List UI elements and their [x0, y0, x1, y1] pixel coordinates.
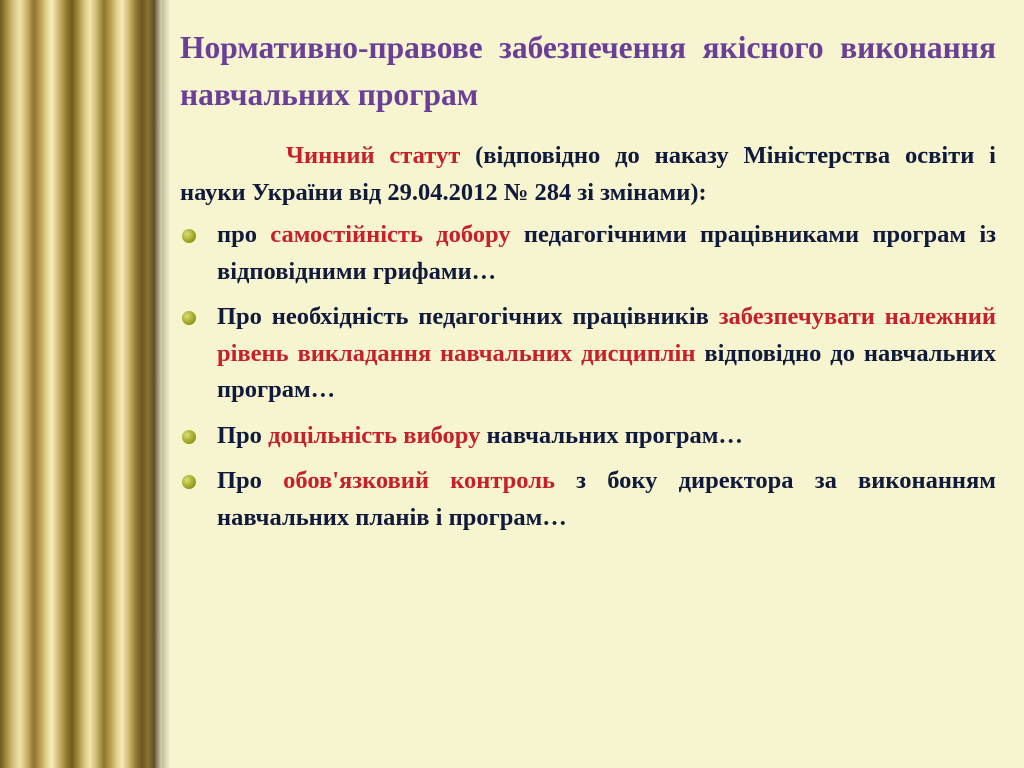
- bullet-highlight: забезпечувати належний рівень викладання навчальних дисциплін: [217, 303, 996, 367]
- list-item: [180, 418, 996, 455]
- decorative-gold-column: [0, 0, 162, 768]
- list-item: [180, 299, 996, 409]
- bullet-text-before: Про: [217, 421, 269, 449]
- bullet-icon: [182, 311, 196, 325]
- column-shadow: [162, 0, 170, 768]
- bullet-highlight: доцільність вибору: [268, 421, 481, 449]
- intro-text: (відповідно до наказу Міністерства освіти і науки України від 29.04.2012 № 284 зі змінами):: [180, 142, 996, 206]
- bullet-highlight: самостійність добору: [270, 221, 511, 248]
- bullet-text-before: Про необхідність педагогічних працівників: [217, 303, 719, 330]
- bullet-list: [180, 217, 996, 536]
- bullet-icon: [182, 430, 196, 444]
- bullet-text-after: з боку директора за виконанням навчальних планів і програм…: [217, 467, 996, 531]
- bullet-highlight: обов'язковий контроль: [283, 467, 555, 494]
- list-item: [180, 217, 996, 290]
- bullet-icon: [182, 229, 196, 243]
- bullet-text-before: Про: [217, 467, 284, 494]
- slide-body: [180, 138, 996, 545]
- bullet-text-after: відповідно до навчальних програм…: [217, 339, 996, 403]
- bullet-text-before: про: [217, 221, 271, 248]
- bullet-icon: [182, 475, 196, 489]
- bullet-text-after: педагогічними працівниками програм із відповідними грифами…: [217, 221, 996, 285]
- list-item: [180, 463, 996, 536]
- bullet-text-after: навчальних програм…: [480, 421, 743, 449]
- slide-title: Нормативно-правове забезпечення якісного виконання навчальних програм: [180, 30, 996, 112]
- intro-paragraph: [180, 138, 996, 211]
- intro-highlight: Чинний статут: [286, 142, 461, 169]
